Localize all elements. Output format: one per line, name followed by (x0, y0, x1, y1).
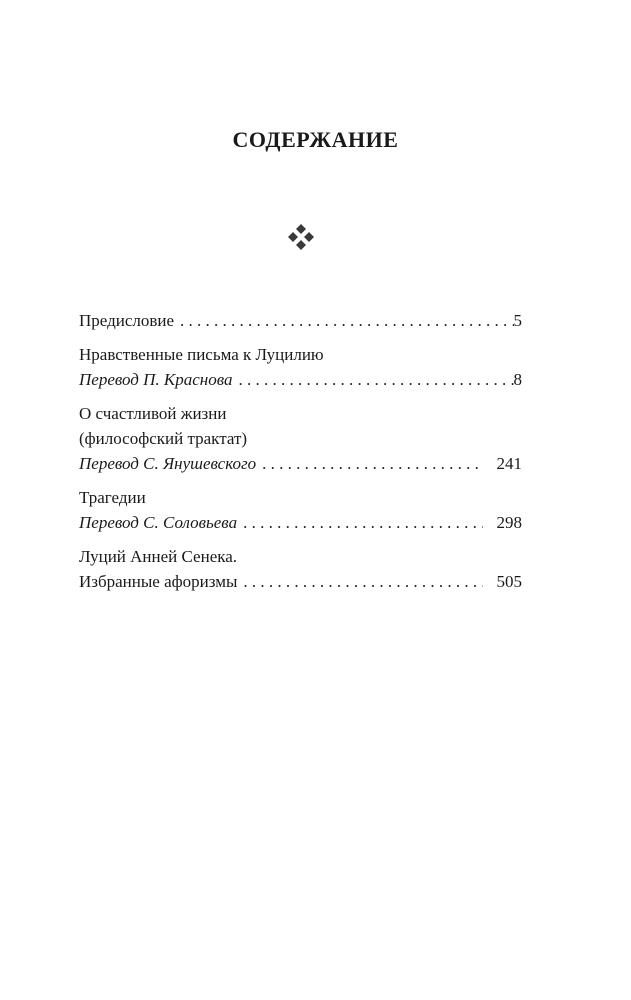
toc-line (79, 485, 522, 510)
page-number: 8 (513, 370, 522, 389)
translator-credit: Перевод С. Соловьева (79, 513, 238, 532)
dot-leader (238, 367, 513, 392)
toc-entry-title: Луций Анней Сенека. (79, 547, 238, 566)
toc-line (79, 426, 522, 451)
page-number: 5 (513, 311, 522, 330)
dot-leader (243, 510, 482, 535)
toc-line (79, 569, 522, 594)
toc-line (79, 510, 522, 535)
toc-line (79, 401, 522, 426)
toc-entry-title: Предисловие (79, 311, 175, 330)
dot-leader (262, 451, 482, 476)
translator-credit: Перевод С. Янушевского (79, 454, 257, 473)
dot-leader (180, 308, 513, 333)
dot-leader (243, 569, 482, 594)
toc-entry-subtitle: (философский трактат) (79, 429, 248, 448)
toc-line (79, 308, 522, 333)
toc-entry-subtitle: Избранные афоризмы (79, 572, 238, 591)
toc-entry-title: Трагедии (79, 488, 146, 507)
page-number: 241 (496, 454, 522, 473)
page-title: СОДЕРЖАНИЕ (232, 127, 399, 152)
toc-line (79, 367, 522, 392)
table-of-contents (79, 308, 522, 603)
toc-entry-happy-life[interactable] (79, 401, 522, 476)
toc-entry-preface[interactable] (79, 308, 522, 333)
translator-credit: Перевод П. Краснова (79, 370, 233, 389)
toc-entry-title: О счастливой жизни (79, 404, 227, 423)
page-number: 298 (496, 513, 522, 532)
toc-entry-aphorisms[interactable] (79, 544, 522, 594)
toc-entry-moral-letters[interactable] (79, 342, 522, 392)
diamond-cluster-ornament-icon (287, 223, 315, 251)
toc-line (79, 451, 522, 476)
toc-entry-title: Нравственные письма к Луцилию (79, 345, 324, 364)
toc-entry-tragedies[interactable] (79, 485, 522, 535)
toc-line (79, 544, 522, 569)
page-number: 505 (496, 572, 522, 591)
toc-line (79, 342, 522, 367)
